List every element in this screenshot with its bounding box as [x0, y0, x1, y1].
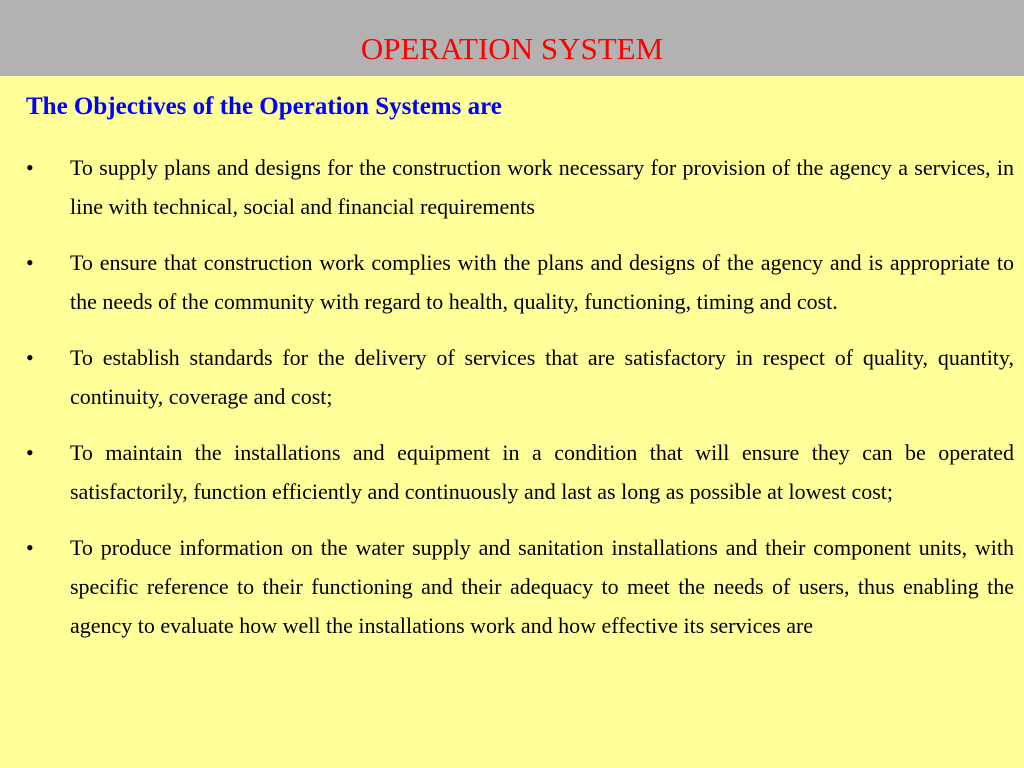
list-item-text: To maintain the installations and equipment in a condition that will ensure they can be operated satisfactorily, function efficiently and continuously and last as long as possible at lowest cost; — [70, 440, 1014, 504]
list-item — [26, 528, 1014, 645]
bullet-icon: • — [26, 345, 34, 370]
title-bar — [0, 0, 1024, 76]
bullet-icon: • — [26, 440, 34, 465]
list-item — [26, 433, 1014, 511]
list-item — [26, 338, 1014, 416]
slide-subtitle: The Objectives of the Operation Systems are — [26, 93, 502, 120]
list-item-text: To ensure that construction work complies with the plans and designs of the agency and is appropriate to the needs of the community with regard to health, quality, functioning, timing and cost. — [70, 250, 1014, 314]
list-item-text: To supply plans and designs for the construction work necessary for provision of the agency a services, in line with technical, social and financial requirements — [70, 155, 1014, 219]
bullet-icon: • — [26, 535, 34, 560]
list-item — [26, 148, 1014, 226]
list-item-text: To establish standards for the delivery of services that are satisfactory in respect of quality, quantity, continuity, coverage and cost; — [70, 345, 1014, 409]
bullet-icon: • — [26, 155, 34, 180]
objectives-list — [26, 148, 1014, 662]
bullet-icon: • — [26, 250, 34, 275]
list-item-text: To produce information on the water supply and sanitation installations and their component units, with specific reference to their functioning and their adequacy to meet the needs of users, thus enabling the agency to evaluate how well the installations work and how effective its services are — [70, 535, 1014, 638]
list-item — [26, 243, 1014, 321]
slide-title: OPERATION SYSTEM — [360, 31, 664, 66]
